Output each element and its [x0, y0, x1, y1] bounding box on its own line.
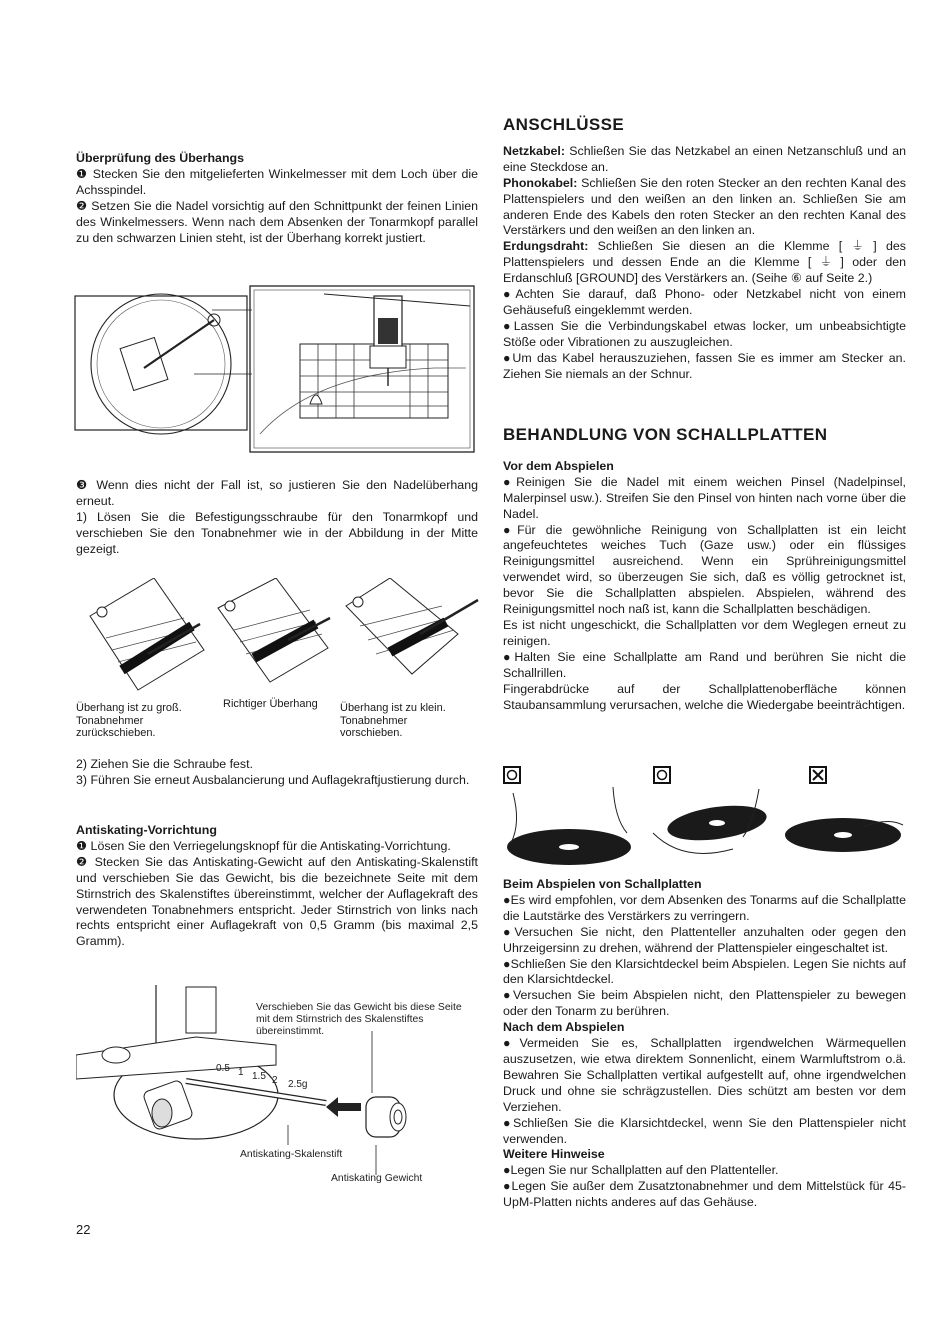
- overhang-finish: [76, 757, 478, 789]
- power-cable-label: Netzkabel:: [503, 143, 565, 158]
- further-notes-2: ●Legen Sie außer dem Zusatztonabnehmer und dem Mittelstück für 45-UpM-Platten nichts anderes auf das Gehäuse.: [503, 1179, 906, 1210]
- caption-too-large: Überhang ist zu groß. Tonabnehmer zurückschieben.: [76, 702, 182, 739]
- caption-correct: Richtiger Überhang: [223, 698, 318, 710]
- overhang-too-small-drawing: [346, 578, 478, 674]
- scale-2: 2: [272, 1075, 278, 1086]
- phono-cable-label: Phonokabel:: [503, 175, 578, 190]
- power-cable-text: Netzkabel: Schließen Sie das Netzkabel an einen Netzanschluß und an eine Steckdose an.: [503, 143, 906, 174]
- overhang-step-2: ❷ Setzen Sie die Nadel vorsichtig auf den Schnittpunkt der feinen Linien des Winkelmessers. Wenn nach dem Absenken der Tonarmkopf parallel zu den schwarzen Linien steht, ist der Überhang korrekt justiert.: [76, 198, 478, 245]
- antiskating-title: Antiskating-Vorrichtung: [76, 823, 217, 837]
- scale-1: 1: [238, 1067, 244, 1078]
- antiskating-weight-label: Antiskating Gewicht: [331, 1173, 423, 1184]
- overhang-adjust: [76, 478, 478, 558]
- during-play-3: ●Schließen Sie den Klarsichtdeckel beim Abspielen. Legen Sie nichts auf den Klarsichtdeckel.: [503, 956, 906, 987]
- connections-section: [503, 117, 906, 383]
- connections-title: ANSCHLÜSSE: [503, 115, 625, 134]
- record-handling-figure: [503, 763, 907, 879]
- connections-bullet-1: ●Achten Sie darauf, daß Phono- oder Netzkabel nicht von einem Gehäusefuß eingeklemmt werden.: [503, 287, 906, 317]
- overhang-step-3: ❸ Wenn dies nicht der Fall ist, so justieren Sie den Nadelüberhang erneut.: [76, 478, 478, 508]
- antiskating-pin-label: Antiskating-Skalenstift: [240, 1149, 343, 1160]
- cartridge-figures: [88, 578, 484, 694]
- antiskating-section: [76, 823, 478, 950]
- ground-wire-label: Erdungsdraht:: [503, 239, 589, 254]
- further-notes-title: Weitere Hinweise: [503, 1147, 605, 1162]
- protractor-figure: [74, 284, 476, 456]
- before-play-1: ●Reinigen Sie die Nadel mit einem weichen Pinsel (Nadelpinsel, Malerpinsel usw.). Streifen Sie den Pinsel von hinten nach vorne über die Nadel.: [503, 474, 906, 521]
- during-play-title: Beim Abspielen von Schallplatten: [503, 877, 702, 891]
- during-play-1: ●Es wird empfohlen, vor dem Absenken des Tonarms auf die Schallplatte die Lautstärke des Verstärkers zu verringern.: [503, 892, 906, 923]
- before-play-3: Es ist nicht ungeschickt, die Schallplatten vor dem Weglegen erneut zu reinigen.: [503, 617, 906, 648]
- before-play-2: ●Für die gewöhnliche Reinigung von Schallplatten ist ein leicht angefeuchtetes weiches Tuch (Gaze usw.) oder ein flüssiges Reinigungsmittel ausreichend. Wenn ein Sprühreinigungsmittel verwendet wird, so überzeugen Sie sich, daß es völlig getrocknet ist, bevor Sie die Schallplatten abspielen. Abspielen, während des Reinigungsmittel noch naß ist, kann die Schallplatten beschädigen.: [503, 522, 906, 617]
- after-play-1: ●Vermeiden Sie es, Schallplatten irgendwelchen Wärmequellen auszusetzen, wie etwa direktem Sonnenlicht, einem Warmluftstrom o.ä. Bewahren Sie Schallplatten vertikal aufgestellt auf, ohne irgendwelchen Druck und ohne sie schrägzustellen. Dies schützt am besten vor dem Verziehen.: [503, 1036, 906, 1114]
- connections-bullet-3: ●Um das Kabel herauszuziehen, fassen Sie es immer am Stecker an. Ziehen Sie niemals an der Schnur.: [503, 350, 906, 381]
- antiskating-step-1: ❶ Lösen Sie den Verriegelungsknopf für die Antiskating-Vorrichtung.: [76, 838, 451, 853]
- overhang-too-large-drawing: [90, 578, 204, 690]
- before-play-5: Fingerabdrücke auf der Schallplattenoberfläche können Staubansammlung verursachen, welche die Wiedergabe beeinträchtigen.: [503, 681, 906, 712]
- before-play-4: ●Halten Sie eine Schallplatte am Rand und berühren Sie nicht die Schallrillen.: [503, 649, 906, 680]
- overhang-section: [76, 151, 478, 246]
- overhang-step-1: ❶ Stecken Sie den mitgelieferten Winkelmesser mit dem Loch über die Achsspindel.: [76, 166, 478, 197]
- antiskating-fig-note: Verschieben Sie das Gewicht bis diese Seite mit dem Stirnstrich des Skalenstiftes übereinstimmt.: [256, 1002, 462, 1037]
- scale-15: 1.5: [252, 1071, 266, 1082]
- correct-mark-icon-2: [654, 767, 670, 783]
- connections-bullet-2: ●Lassen Sie die Verbindungskabel etwas locker, um unbeabsichtigte Stöße oder Vibrationen zu auszugleichen.: [503, 318, 906, 349]
- playing-section: [503, 877, 906, 1211]
- antiskating-step-2: ❷ Stecken Sie das Antiskating-Gewicht auf den Antiskating-Skalenstift und verschieben Sie das Gewicht, bis die bezeichnete Seite mit dem Stirnstrich des Skalenstiftes übereinstimmt, welcher der Auflagekraft des verwendeten Tonabnehmers entspricht. Jeder Stirnstrich von links nach rechts entspricht einer Auflagekraft von 0,5 Gramm (bis maximal 2,5 Gramm).: [76, 854, 478, 949]
- correct-mark-icon-1: [504, 767, 520, 783]
- overhang-step-5: 3) Führen Sie erneut Ausbalancierung und Auflagekraftjustierung durch.: [76, 772, 470, 787]
- correct-overhang-drawing: [218, 578, 330, 682]
- overhang-step-3-1: 1) Lösen Sie die Befestigungsschraube für den Tonarmkopf und verschieben Sie den Tonabnehmer wie in der Abbildung in der Mitte gezeigt.: [76, 509, 478, 556]
- ground-wire-text: Erdungsdraht: Schließen Sie diesen an die Klemme [ ⏚ ] des Plattenspielers und dessen Ende an die Klemme [ ⏚ ] oder den Erdanschluß [GROUND] des Verstärkers an. (Seihe ⑥ auf Seite 2.): [503, 239, 906, 286]
- scale-05: 0.5: [216, 1063, 230, 1074]
- record-care-title: BEHANDLUNG VON SCHALLPLATTEN: [503, 425, 828, 444]
- during-play-4: ●Versuchen Sie beim Abspielen nicht, den Plattenspieler zu bewegen oder den Tonarm zu berühren.: [503, 988, 906, 1019]
- scale-25: 2.5g: [288, 1079, 308, 1090]
- overhang-title: Überprüfung des Überhangs: [76, 151, 244, 165]
- overhang-step-4: 2) Ziehen Sie die Schraube fest.: [76, 757, 254, 771]
- before-play-title: Vor dem Abspielen: [503, 458, 614, 473]
- page-number: 22: [76, 1222, 91, 1237]
- wrong-mark-icon: [810, 767, 826, 783]
- after-play-2: ●Schließen Sie die Klarsichtdeckel, wenn Sie den Plattenspieler nicht verwenden.: [503, 1115, 906, 1146]
- phono-cable-text: Phonokabel: Schließen Sie den roten Stecker an den rechten Kanal des Plattenspielers und den weißen an den linken an. Schließen Sie am anderen Ende des Kabels den roten Stecker an den rechten Kanal des Verstärkers und den weißen an den linken an.: [503, 175, 906, 238]
- after-play-title: Nach dem Abspielen: [503, 1020, 625, 1035]
- record-care-section: [503, 427, 906, 713]
- caption-too-small: Überhang ist zu klein. Tonabnehmer vorschieben.: [340, 702, 446, 739]
- further-notes-1: ●Legen Sie nur Schallplatten auf den Plattenteller.: [503, 1163, 779, 1178]
- during-play-2: ●Versuchen Sie nicht, den Plattenteller anzuhalten oder gegen den Uhrzeigersinn zu drehen, während der Plattenspieler eingeschaltet ist.: [503, 924, 906, 955]
